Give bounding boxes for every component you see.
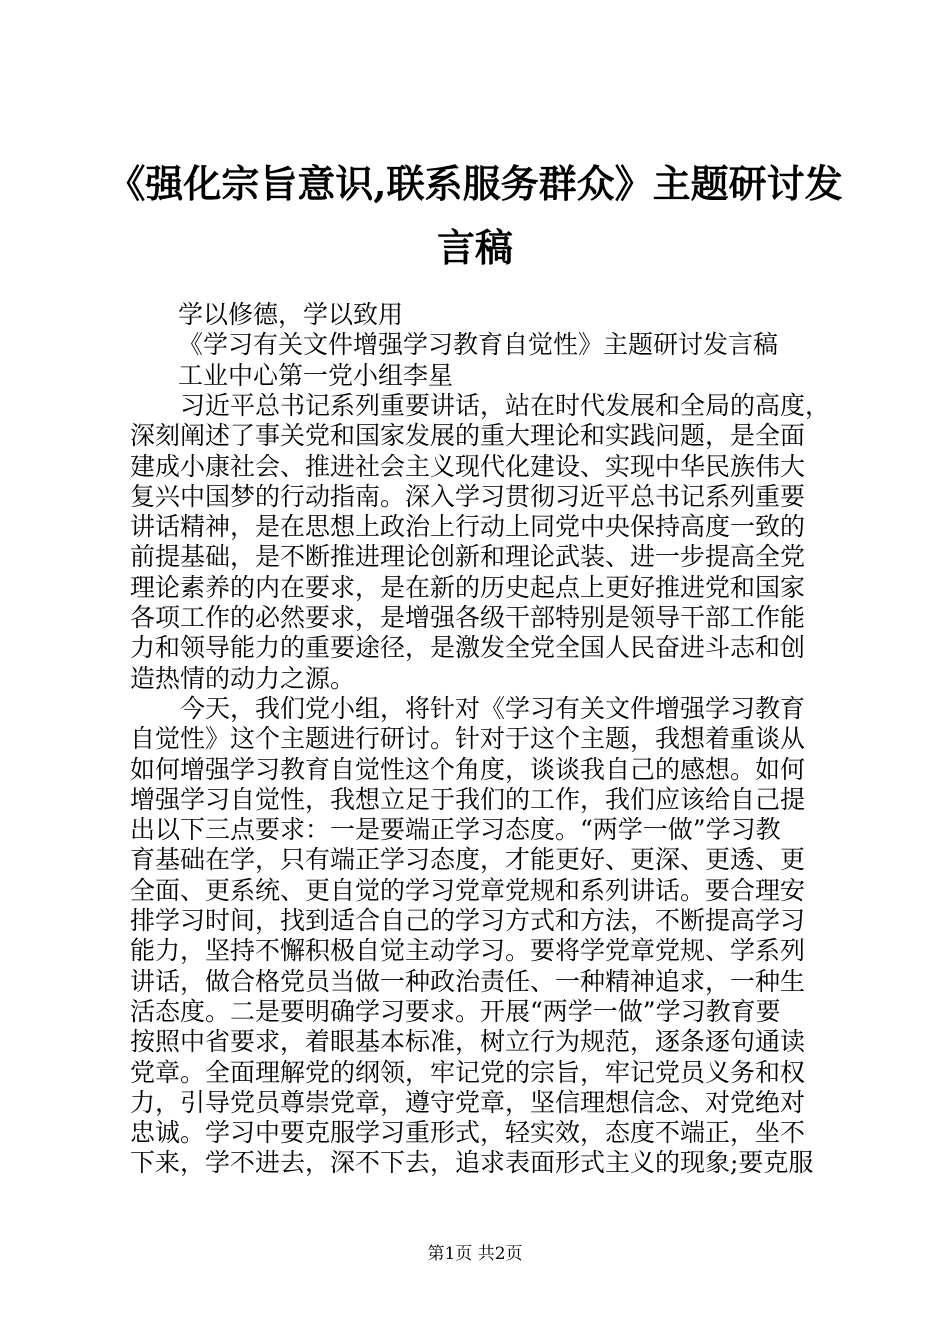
body-text-line: 理论素养的内在要求，是在新的历史起点上更好推进党和国家	[130, 573, 806, 602]
body-text-line: 今天，我们党小组，将针对《学习有关文件增强学习教育	[180, 694, 806, 723]
body-text-line: 排学习时间，找到适合自己的学习方式和方法，不断提高学习	[130, 906, 806, 935]
page-number-footer: 第1页 共2页	[427, 1244, 523, 1264]
body-text-line: 增强学习自觉性，我想立足于我们的工作，我们应该给自己提	[130, 785, 806, 814]
body-text-line: 前提基础，是不断推进理论创新和理论武装、进一步提高全党	[130, 542, 806, 571]
body-text-line: 建成小康社会、推进社会主义现代化建设、实现中华民族伟大	[130, 452, 806, 481]
body-text-line: 工业中心第一党小组李星	[178, 361, 454, 390]
body-text-line: 造热情的动力之源。	[130, 664, 356, 693]
body-text-line: 讲话精神，是在思想上政治上行动上同党中央保持高度一致的	[130, 512, 806, 541]
body-text-line: 讲话，做合格党员当做一种政治责任、一种精神追求，一种生	[130, 967, 806, 996]
body-text-line: 复兴中国梦的行动指南。深入学习贯彻习近平总书记系列重要	[130, 482, 806, 511]
body-text-line: 习近平总书记系列重要讲话，站在时代发展和全局的高度，	[180, 391, 831, 420]
document-title-line-2: 言稿	[436, 225, 513, 270]
body-text-line: 育基础在学，只有端正学习态度，才能更好、更深、更透、更	[130, 845, 806, 874]
body-text-line: 忠诚。学习中要克服学习重形式，轻实效，态度不端正，坐不	[130, 1118, 806, 1147]
body-text-line: 出以下三点要求：一是要端正学习态度。“两学一做”学习教	[130, 815, 781, 844]
body-text-line: 按照中省要求，着眼基本标准，树立行为规范，逐条逐句通读	[130, 1027, 806, 1056]
document-title-line-1: 《强化宗旨意识,联系服务群众》主题研讨发	[107, 161, 843, 206]
body-text-line: 自觉性》这个主题进行研讨。针对于这个主题，我想着重谈从	[130, 724, 806, 753]
body-text-line: 《学习有关文件增强学习教育自觉性》主题研讨发言稿	[178, 330, 779, 359]
body-text-line: 各项工作的必然要求，是增强各级干部特别是领导干部工作能	[130, 603, 806, 632]
body-text-line: 力和领导能力的重要途径，是激发全党全国人民奋进斗志和创	[130, 633, 806, 662]
body-text-line: 力，引导党员尊崇党章，遵守党章，坚信理想信念、对党绝对	[130, 1088, 806, 1117]
body-text-line: 党章。全面理解党的纲领，牢记党的宗旨，牢记党员义务和权	[130, 1058, 806, 1087]
body-text-line: 全面、更系统、更自觉的学习党章党规和系列讲话。要合理安	[130, 876, 806, 905]
body-text-line: 如何增强学习教育自觉性这个角度，谈谈我自己的感想。如何	[130, 755, 806, 784]
body-text-line: 下来，学不进去，深不下去，追求表面形式主义的现象;要克服	[130, 1148, 814, 1177]
body-text-line: 深刻阐述了事关党和国家发展的重大理论和实践问题，是全面	[130, 421, 806, 450]
body-text-line: 活态度。二是要明确学习要求。开展“两学一做”学习教育要	[130, 997, 781, 1026]
body-text-line: 学以修德，学以致用	[178, 300, 404, 329]
body-text-line: 能力，坚持不懈积极自觉主动学习。要将学党章党规、学系列	[130, 936, 806, 965]
